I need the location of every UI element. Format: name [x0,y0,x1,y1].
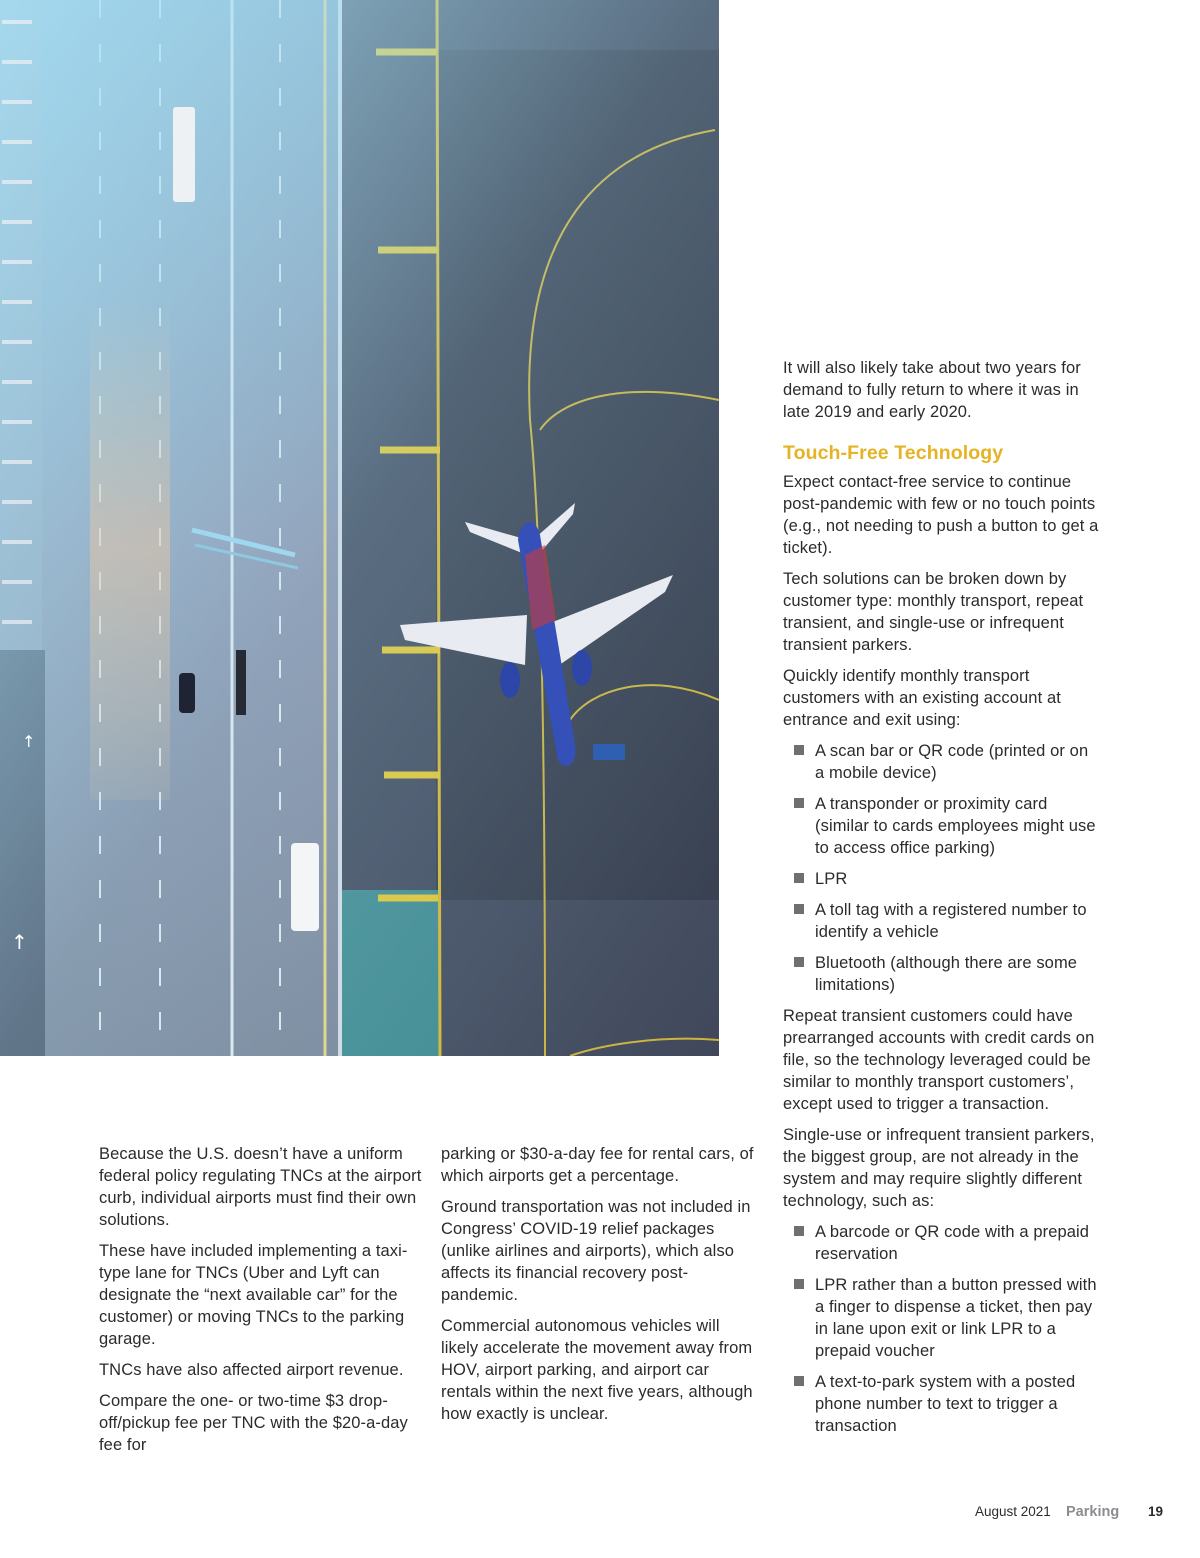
bullet-square-icon [794,798,804,808]
bullet-square-icon [794,1376,804,1386]
aerial-airport-photo [0,0,719,1056]
paragraph: Compare the one- or two-time $3 drop-off/pickup fee per TNC with the $20-a-day fee for [99,1392,408,1454]
list-item-text: LPR [815,870,848,888]
list-item [783,899,1101,943]
footer-magazine-name: Parking [1066,1504,1120,1520]
bullet-square-icon [794,1279,804,1289]
bullet-square-icon [794,904,804,914]
article-column-middle [441,1143,761,1434]
bullet-list [783,1221,1101,1437]
svg-text:↑: ↑ [11,930,28,954]
bullet-list [783,740,1101,996]
list-item-text: A toll tag with a registered number to identify a vehicle [815,901,1087,941]
paragraph: These have included implementing a taxi-type lane for TNCs (Uber and Lyft can designate the “next available car” for the customer) or moving TNCs to the parking garage. [99,1242,408,1348]
list-item-text: A transponder or proximity card (similar to cards employees might use to access office parking) [815,795,1096,857]
list-item-text: A text-to-park system with a posted phone number to text to trigger a transaction [815,1373,1076,1435]
list-item [783,1371,1101,1437]
page-number: 19 [1148,1504,1164,1519]
aerial-airport-illustration [0,0,719,1056]
article-column-left [99,1143,424,1465]
paragraph: Single-use or infrequent transient parkers, the biggest group, are not already in the system and may require slightly different technology, such as: [783,1126,1095,1210]
list-item-text: Bluetooth (although there are some limitations) [815,954,1078,994]
paragraph: Repeat transient customers could have prearranged accounts with credit cards on file, so the technology leveraged could be similar to monthly transport customers’, except used to trigger a transaction. [783,1007,1095,1113]
paragraph: Quickly identify monthly transport customers with an existing account at entrance and exit using: [783,667,1061,729]
svg-text:↑: ↑ [22,732,36,751]
paragraph: TNCs have also affected airport revenue. [99,1361,404,1379]
paragraph: Because the U.S. doesn’t have a uniform federal policy regulating TNCs at the airport curb, individual airports must find their own solutions. [99,1145,422,1229]
bullet-square-icon [794,873,804,883]
bullet-square-icon [794,745,804,755]
paragraph: Commercial autonomous vehicles will likely accelerate the movement away from HOV, airport parking, and airport car rentals within the next five years, although how exactly is unclear. [441,1317,753,1423]
bullet-square-icon [794,1226,804,1236]
list-item-text: A barcode or QR code with a prepaid reservation [815,1223,1090,1263]
list-item [783,793,1101,859]
list-item [783,1274,1101,1362]
list-item-text: LPR rather than a button pressed with a finger to dispense a ticket, then pay in lane upon exit or link LPR to a prepaid voucher [815,1276,1097,1360]
list-item-text: A scan bar or QR code (printed or on a mobile device) [815,742,1089,782]
paragraph: It will also likely take about two years for demand to fully return to where it was in late 2019 and early 2020. [783,359,1081,421]
list-item [783,740,1101,784]
paragraph: Ground transportation was not included in Congress’ COVID-19 relief packages (unlike airlines and airports), which also affects its financial recovery post-pandemic. [441,1198,751,1304]
paragraph: Expect contact-free service to continue post-pandemic with few or no touch points (e.g., not needing to push a button to get a ticket). [783,473,1099,557]
section-heading: Touch-Free Technology [783,442,1004,464]
bullet-square-icon [794,957,804,967]
paragraph: Tech solutions can be broken down by customer type: monthly transport, repeat transient, and single-use or infrequent transient parkers. [783,570,1084,654]
list-item [783,1221,1101,1265]
list-item [783,868,1101,890]
paragraph: parking or $30-a-day fee for rental cars, of which airports get a percentage. [441,1145,754,1185]
footer-date: August 2021 [975,1504,1051,1519]
list-item [783,952,1101,996]
article-column-right [783,357,1101,1446]
